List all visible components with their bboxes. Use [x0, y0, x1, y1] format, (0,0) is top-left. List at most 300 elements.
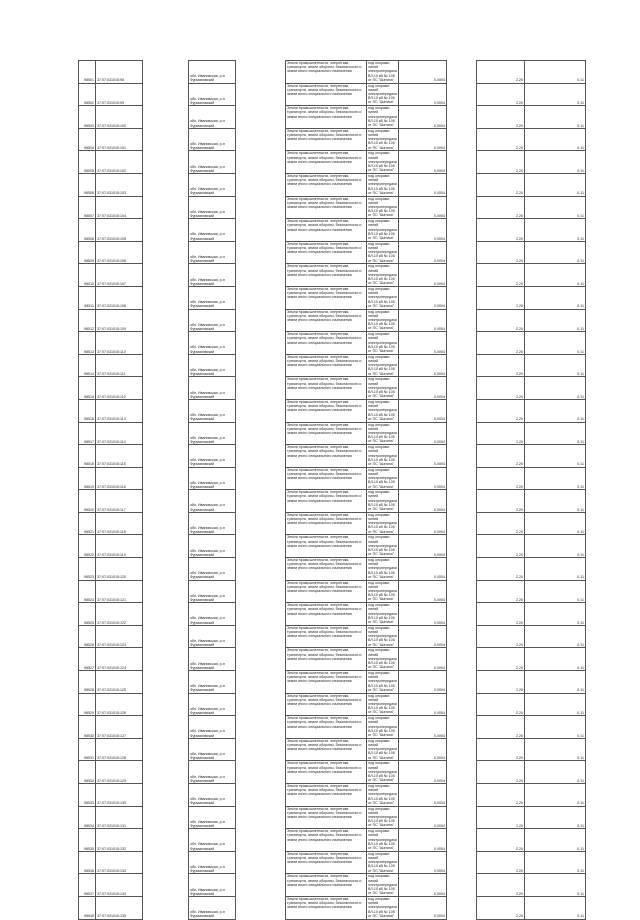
- gap-cell: [236, 874, 286, 897]
- gap-cell: [143, 558, 189, 581]
- gap-cell: [143, 784, 189, 807]
- gap-cell: [143, 580, 189, 603]
- table-row: [79, 535, 586, 558]
- rate-cell: 0,11: [525, 535, 586, 558]
- purpose-note-cell: под опорами линий электропередачи ВЛ-10 кВ № 105 от ПС "Шатиха": [368, 422, 397, 444]
- gap-cell: [447, 761, 477, 784]
- rate-cell: 0,11: [525, 806, 586, 829]
- purpose-note-cell: под опорами линий электропередачи ВЛ-10 кВ № 105 от ПС "Шатиха": [368, 219, 397, 240]
- gap-cell: [236, 309, 286, 332]
- purpose-note-cell: под опорами линий электропередачи ВЛ-10 кВ № 105 от ПС "Шатиха": [368, 535, 397, 557]
- gap-cell: [236, 738, 286, 761]
- address-cell: обл. Ивановская, р-н Фурмановский: [189, 264, 236, 287]
- purpose-note-cell: под опорами линий электропередачи ВЛ-10 кВ № 105 от ПС "Шатиха": [368, 286, 397, 308]
- address-cell: обл. Ивановская, р-н Фурмановский: [189, 761, 236, 784]
- address-cell: обл. Ивановская, р-н Фурмановский: [189, 377, 236, 400]
- area-cell: 0,0004: [399, 445, 447, 468]
- num-cell: 98509: [79, 241, 96, 264]
- gap-cell: [143, 693, 189, 716]
- cadastral-number-cell: 37:07:031015:130: [96, 784, 143, 807]
- area-cell: 0,0004: [399, 558, 447, 581]
- value-cell: 2,20: [477, 173, 525, 196]
- land-use-cell: Земли промышленности, энергетики, транспорта, земли обороны, безопасности и земли иного специального назначения: [286, 896, 367, 919]
- area-cell: 0,0004: [399, 535, 447, 558]
- cadastral-number-cell: 37:07:031015:107: [96, 264, 143, 287]
- gap-cell: [236, 106, 286, 129]
- purpose-note-cell: под опорами линий электропередачи ВЛ-10 кВ № 105 от ПС "Шатиха": [368, 784, 397, 805]
- rate-cell: 0,11: [525, 761, 586, 784]
- land-use-cell: Земли промышленности, энергетики, транспорта, земли обороны, безопасности и земли иного специального назначения: [286, 309, 367, 332]
- gap-cell: [143, 806, 189, 829]
- land-use-cell: Земли промышленности, энергетики, транспорта, земли обороны, безопасности и земли иного специального назначения: [286, 558, 367, 581]
- address-cell: обл. Ивановская, р-н Фурмановский: [189, 874, 236, 897]
- address-cell: обл. Ивановская, р-н Фурмановский: [189, 806, 236, 829]
- gap-cell: [236, 332, 286, 355]
- gap-cell: [447, 445, 477, 468]
- land-use-cell: Земли промышленности, энергетики, транспорта, земли обороны, безопасности и земли иного специального назначения: [286, 648, 367, 671]
- land-use-cell: Земли промышленности, энергетики, транспорта, земли обороны, безопасности и земли иного специального назначения: [286, 445, 367, 468]
- gap-cell: [143, 286, 189, 309]
- land-use-cell: Земли промышленности, энергетики, транспорта, земли обороны, безопасности и земли иного специального назначения: [286, 851, 367, 874]
- area-cell: 0,0004: [399, 399, 447, 422]
- land-use-cell: Земли промышленности, энергетики, транспорта, земли обороны, безопасности и земли иного специального назначения: [286, 173, 367, 196]
- gap-cell: [447, 671, 477, 694]
- value-cell: 2,20: [477, 896, 525, 919]
- rate-cell: 0,11: [525, 286, 586, 309]
- rate-cell: 0,11: [525, 83, 586, 106]
- gap-cell: [447, 151, 477, 174]
- area-cell: 0,0004: [399, 354, 447, 377]
- gap-cell: [236, 151, 286, 174]
- rate-cell: 0,11: [525, 693, 586, 716]
- purpose-note-cell: под опорами линий электропередачи ВЛ-10 кВ № 105 от ПС "Шатиха": [368, 625, 397, 647]
- rate-cell: 0,11: [525, 445, 586, 468]
- num-cell: 98521: [79, 512, 96, 535]
- value-cell: 2,20: [477, 286, 525, 309]
- gap-cell: [143, 61, 189, 84]
- address-cell: обл. Ивановская, р-н Фурмановский: [189, 648, 236, 671]
- rate-cell: 0,11: [525, 558, 586, 581]
- gap-cell: [143, 173, 189, 196]
- value-cell: 2,20: [477, 354, 525, 377]
- gap-cell: [143, 625, 189, 648]
- address-cell: обл. Ивановская, р-н Фурмановский: [189, 286, 236, 309]
- gap-cell: [236, 671, 286, 694]
- area-cell: 0,0004: [399, 784, 447, 807]
- gap-cell: [236, 264, 286, 287]
- address-cell: обл. Ивановская, р-н Фурмановский: [189, 219, 236, 242]
- area-cell: 0,0004: [399, 671, 447, 694]
- area-cell: 0,0004: [399, 241, 447, 264]
- address-cell: обл. Ивановская, р-н Фурмановский: [189, 896, 236, 919]
- gap-cell: [236, 851, 286, 874]
- gap-cell: [447, 625, 477, 648]
- address-cell: обл. Ивановская, р-н Фурмановский: [189, 151, 236, 174]
- gap-cell: [447, 422, 477, 445]
- gap-cell: [447, 829, 477, 852]
- cadastral-number-cell: 37:07:031015:109: [96, 309, 143, 332]
- gap-cell: [236, 128, 286, 151]
- purpose-note-cell: под опорами линий электропередачи ВЛ-10 кВ № 105 от ПС "Шатиха": [368, 558, 397, 579]
- gap-cell: [447, 128, 477, 151]
- value-cell: 2,20: [477, 83, 525, 106]
- num-cell: 98502: [79, 83, 96, 106]
- table-row: [79, 309, 586, 332]
- table-row: [79, 693, 586, 716]
- land-use-cell: Земли промышленности, энергетики, транспорта, земли обороны, безопасности и земли иного специального назначения: [286, 264, 367, 287]
- rate-cell: 0,11: [525, 467, 586, 490]
- land-use-cell: Земли промышленности, энергетики, транспорта, земли обороны, безопасности и земли иного специального назначения: [286, 580, 367, 603]
- land-use-cell: Земли промышленности, энергетики, транспорта, земли обороны, безопасности и земли иного специального назначения: [286, 219, 367, 242]
- gap-cell: [447, 693, 477, 716]
- num-cell: 98525: [79, 603, 96, 626]
- area-cell: 0,0004: [399, 196, 447, 219]
- value-cell: 2,20: [477, 580, 525, 603]
- purpose-note-cell: под опорами линий электропередачи ВЛ-10 кВ № 105 от ПС "Шатиха": [368, 603, 397, 625]
- value-cell: 2,20: [477, 445, 525, 468]
- purpose-note-cell: под опорами линий электропередачи ВЛ-10 кВ № 105 от ПС "Шатиха": [368, 377, 397, 399]
- gap-cell: [143, 490, 189, 513]
- gap-cell: [447, 286, 477, 309]
- cadastral-number-cell: 37:07:031015:132: [96, 829, 143, 852]
- purpose-note-cell: под опорами линий электропередачи ВЛ-10 кВ № 105 от ПС "Шатиха": [368, 309, 397, 331]
- table-row: [79, 241, 586, 264]
- num-cell: 98513: [79, 332, 96, 355]
- gap-cell: [447, 874, 477, 897]
- area-cell: 0,0004: [399, 219, 447, 242]
- area-cell: 0,0004: [399, 738, 447, 761]
- rate-cell: 0,11: [525, 580, 586, 603]
- land-use-cell: Земли промышленности, энергетики, транспорта, земли обороны, безопасности и земли иного специального назначения: [286, 490, 367, 513]
- value-cell: 2,20: [477, 851, 525, 874]
- num-cell: 98506: [79, 173, 96, 196]
- purpose-note-cell: под опорами линий электропередачи ВЛ-10 кВ № 105 от ПС "Шатиха": [368, 580, 397, 602]
- num-cell: 98507: [79, 196, 96, 219]
- num-cell: 98505: [79, 151, 96, 174]
- area-cell: 0,0004: [399, 580, 447, 603]
- gap-cell: [236, 467, 286, 490]
- rate-cell: 0,11: [525, 738, 586, 761]
- value-cell: 2,20: [477, 467, 525, 490]
- table-row: [79, 716, 586, 739]
- address-cell: обл. Ивановская, р-н Фурмановский: [189, 693, 236, 716]
- gap-cell: [447, 173, 477, 196]
- table-row: [79, 738, 586, 761]
- table-row: [79, 512, 586, 535]
- value-cell: 2,20: [477, 693, 525, 716]
- purpose-note-cell: под опорами линий электропередачи ВЛ-10 кВ № 105 от ПС "Шатиха": [368, 648, 397, 670]
- rate-cell: 0,11: [525, 874, 586, 897]
- purpose-note-cell: под опорами линий электропередачи ВЛ-10 кВ № 105 от ПС "Шатиха": [368, 490, 397, 512]
- num-cell: 98504: [79, 128, 96, 151]
- rate-cell: 0,11: [525, 61, 586, 84]
- cadastral-number-cell: 37:07:031015:121: [96, 580, 143, 603]
- land-use-cell: Земли промышленности, энергетики, транспорта, земли обороны, безопасности и земли иного специального назначения: [286, 332, 367, 355]
- num-cell: 98523: [79, 558, 96, 581]
- cadastral-number-cell: 37:07:031015:116: [96, 467, 143, 490]
- table-row: [79, 625, 586, 648]
- num-cell: 98508: [79, 219, 96, 242]
- gap-cell: [143, 738, 189, 761]
- table-row: [79, 151, 586, 174]
- address-cell: обл. Ивановская, р-н Фурмановский: [189, 784, 236, 807]
- rate-cell: 0,11: [525, 219, 586, 242]
- value-cell: 2,20: [477, 106, 525, 129]
- cadastral-number-cell: 37:07:031015:127: [96, 716, 143, 739]
- value-cell: 2,20: [477, 535, 525, 558]
- table-row: [79, 648, 586, 671]
- area-cell: 0,0004: [399, 829, 447, 852]
- purpose-note-cell: под опорами линий электропередачи ВЛ-10 кВ № 105 от ПС "Шатиха": [368, 445, 397, 466]
- land-use-cell: Земли промышленности, энергетики, транспорта, земли обороны, безопасности и земли иного специального назначения: [286, 61, 367, 84]
- land-use-cell: Земли промышленности, энергетики, транспорта, земли обороны, безопасности и земли иного специального назначения: [286, 535, 367, 558]
- gap-cell: [236, 196, 286, 219]
- rate-cell: 0,11: [525, 332, 586, 355]
- cadastral-number-cell: 37:07:031015:104: [96, 196, 143, 219]
- address-cell: обл. Ивановская, р-н Фурмановский: [189, 106, 236, 129]
- purpose-note-cell: под опорами линий электропередачи ВЛ-10 кВ № 105 от ПС "Шатиха": [368, 399, 397, 421]
- address-cell: обл. Ивановская, р-н Фурмановский: [189, 671, 236, 694]
- cadastral-number-cell: 37:07:031015:108: [96, 286, 143, 309]
- land-use-cell: Земли промышленности, энергетики, транспорта, земли обороны, безопасности и земли иного специального назначения: [286, 354, 367, 377]
- area-cell: 0,0004: [399, 151, 447, 174]
- land-use-cell: Земли промышленности, энергетики, транспорта, земли обороны, безопасности и земли иного специального назначения: [286, 241, 367, 264]
- cadastral-number-cell: 37:07:031015:122: [96, 603, 143, 626]
- purpose-note-cell: под опорами линий электропередачи ВЛ-10 кВ № 105 от ПС "Шатиха": [368, 241, 397, 263]
- area-cell: 0,0004: [399, 512, 447, 535]
- area-cell: 0,0004: [399, 874, 447, 897]
- land-use-cell: Земли промышленности, энергетики, транспорта, земли обороны, безопасности и земли иного специального назначения: [286, 377, 367, 400]
- gap-cell: [236, 693, 286, 716]
- purpose-note-cell: под опорами линий электропередачи ВЛ-10 кВ № 105 от ПС "Шатиха": [368, 716, 397, 738]
- gap-cell: [447, 241, 477, 264]
- cadastral-number-cell: 37:07:031015:111: [96, 354, 143, 377]
- area-cell: 0,0004: [399, 467, 447, 490]
- table-row: [79, 806, 586, 829]
- rate-cell: 0,11: [525, 490, 586, 513]
- rate-cell: 0,11: [525, 309, 586, 332]
- land-use-cell: Земли промышленности, энергетики, транспорта, земли обороны, безопасности и земли иного специального назначения: [286, 83, 367, 106]
- area-cell: 0,0004: [399, 128, 447, 151]
- area-cell: 0,0004: [399, 422, 447, 445]
- cadastral-number-cell: 37:07:031015:126: [96, 693, 143, 716]
- value-cell: 2,20: [477, 874, 525, 897]
- gap-cell: [143, 445, 189, 468]
- rate-cell: 0,11: [525, 241, 586, 264]
- purpose-note-cell: под опорами линий электропередачи ВЛ-10 кВ № 105 от ПС "Шатиха": [368, 829, 397, 850]
- cadastral-number-cell: 37:07:031015:135: [96, 896, 143, 919]
- gap-cell: [143, 671, 189, 694]
- address-cell: обл. Ивановская, р-н Фурмановский: [189, 558, 236, 581]
- gap-cell: [447, 738, 477, 761]
- address-cell: обл. Ивановская, р-н Фурмановский: [189, 83, 236, 106]
- purpose-note-cell: под опорами линий электропередачи ВЛ-10 кВ № 105 от ПС "Шатиха": [368, 151, 397, 173]
- purpose-note-cell: под опорами линий электропередачи ВЛ-10 кВ № 105 от ПС "Шатиха": [368, 467, 397, 489]
- value-cell: 2,20: [477, 264, 525, 287]
- area-cell: 0,0004: [399, 61, 447, 84]
- table-row: [79, 61, 586, 84]
- cadastral-number-cell: 37:07:031015:99: [96, 83, 143, 106]
- rate-cell: 0,11: [525, 896, 586, 919]
- value-cell: 2,20: [477, 490, 525, 513]
- purpose-note-cell: под опорами линий электропередачи ВЛ-10 кВ № 105 от ПС "Шатиха": [368, 61, 397, 82]
- area-cell: 0,0004: [399, 173, 447, 196]
- num-cell: 98514: [79, 354, 96, 377]
- area-cell: 0,0004: [399, 896, 447, 919]
- cadastral-number-cell: 37:07:031015:117: [96, 490, 143, 513]
- gap-cell: [447, 354, 477, 377]
- land-use-cell: Земли промышленности, энергетики, транспорта, земли обороны, безопасности и земли иного специального назначения: [286, 286, 367, 309]
- rate-cell: 0,11: [525, 512, 586, 535]
- gap-cell: [236, 61, 286, 84]
- address-cell: обл. Ивановская, р-н Фурмановский: [189, 422, 236, 445]
- value-cell: 2,20: [477, 625, 525, 648]
- gap-cell: [236, 716, 286, 739]
- table-row: [79, 354, 586, 377]
- value-cell: 2,20: [477, 716, 525, 739]
- cadastral-number-cell: 37:07:031015:100: [96, 106, 143, 129]
- num-cell: 98535: [79, 829, 96, 852]
- table-row: [79, 851, 586, 874]
- num-cell: 98534: [79, 806, 96, 829]
- table-row: [79, 196, 586, 219]
- value-cell: 2,20: [477, 219, 525, 242]
- rate-cell: 0,11: [525, 784, 586, 807]
- rate-cell: 0,11: [525, 377, 586, 400]
- num-cell: 98538: [79, 896, 96, 919]
- gap-cell: [447, 603, 477, 626]
- cadastral-number-cell: 37:07:031015:120: [96, 558, 143, 581]
- value-cell: 2,20: [477, 512, 525, 535]
- value-cell: 2,20: [477, 558, 525, 581]
- rate-cell: 0,11: [525, 354, 586, 377]
- cadastral-number-cell: 37:07:031015:128: [96, 738, 143, 761]
- purpose-note-cell: под опорами линий электропередачи ВЛ-10 кВ № 105 от ПС "Шатиха": [368, 874, 397, 896]
- gap-cell: [447, 784, 477, 807]
- gap-cell: [143, 512, 189, 535]
- gap-cell: [236, 648, 286, 671]
- table-row: [79, 829, 586, 852]
- table-row: [79, 219, 586, 242]
- gap-cell: [236, 219, 286, 242]
- gap-cell: [143, 648, 189, 671]
- land-use-cell: Земли промышленности, энергетики, транспорта, земли обороны, безопасности и земли иного специального назначения: [286, 738, 367, 761]
- purpose-note-cell: под опорами линий электропередачи ВЛ-10 кВ № 105 от ПС "Шатиха": [368, 761, 397, 783]
- area-cell: 0,0004: [399, 761, 447, 784]
- value-cell: 2,20: [477, 761, 525, 784]
- cadastral-number-cell: 37:07:031015:119: [96, 535, 143, 558]
- gap-cell: [236, 896, 286, 919]
- area-cell: 0,0004: [399, 625, 447, 648]
- value-cell: 2,20: [477, 309, 525, 332]
- gap-cell: [447, 264, 477, 287]
- gap-cell: [236, 445, 286, 468]
- gap-cell: [143, 399, 189, 422]
- gap-cell: [143, 196, 189, 219]
- num-cell: 98510: [79, 264, 96, 287]
- num-cell: 98520: [79, 490, 96, 513]
- gap-cell: [447, 61, 477, 84]
- num-cell: 98511: [79, 286, 96, 309]
- gap-cell: [143, 716, 189, 739]
- num-cell: 98522: [79, 535, 96, 558]
- value-cell: 2,20: [477, 671, 525, 694]
- gap-cell: [236, 354, 286, 377]
- gap-cell: [236, 399, 286, 422]
- land-use-cell: Земли промышленности, энергетики, транспорта, земли обороны, безопасности и земли иного специального назначения: [286, 874, 367, 897]
- gap-cell: [143, 309, 189, 332]
- gap-cell: [447, 106, 477, 129]
- address-cell: обл. Ивановская, р-н Фурмановский: [189, 625, 236, 648]
- table-row: [79, 286, 586, 309]
- purpose-note-cell: под опорами линий электропередачи ВЛ-10 кВ № 105 от ПС "Шатиха": [368, 196, 397, 218]
- address-cell: обл. Ивановская, р-н Фурмановский: [189, 173, 236, 196]
- address-cell: обл. Ивановская, р-н Фурмановский: [189, 241, 236, 264]
- land-use-cell: Земли промышленности, энергетики, транспорта, земли обороны, безопасности и земли иного специального назначения: [286, 671, 367, 694]
- address-cell: обл. Ивановская, р-н Фурмановский: [189, 399, 236, 422]
- gap-cell: [447, 535, 477, 558]
- rate-cell: 0,11: [525, 399, 586, 422]
- table-row: [79, 671, 586, 694]
- value-cell: 2,20: [477, 128, 525, 151]
- gap-cell: [143, 354, 189, 377]
- rate-cell: 0,11: [525, 671, 586, 694]
- num-cell: 98537: [79, 874, 96, 897]
- num-cell: 98532: [79, 761, 96, 784]
- value-cell: 2,20: [477, 241, 525, 264]
- gap-cell: [236, 83, 286, 106]
- area-cell: 0,0004: [399, 603, 447, 626]
- num-cell: 98512: [79, 309, 96, 332]
- gap-cell: [236, 558, 286, 581]
- gap-cell: [143, 151, 189, 174]
- gap-cell: [236, 580, 286, 603]
- num-cell: 98530: [79, 716, 96, 739]
- gap-cell: [143, 332, 189, 355]
- address-cell: обл. Ивановская, р-н Фурмановский: [189, 829, 236, 852]
- area-cell: 0,0004: [399, 286, 447, 309]
- land-use-cell: Земли промышленности, энергетики, транспорта, земли обороны, безопасности и земли иного специального назначения: [286, 716, 367, 739]
- table-row: [79, 264, 586, 287]
- value-cell: 2,20: [477, 332, 525, 355]
- address-cell: обл. Ивановская, р-н Фурмановский: [189, 716, 236, 739]
- num-cell: 98518: [79, 445, 96, 468]
- table-row: [79, 399, 586, 422]
- cadastral-number-cell: 37:07:031015:131: [96, 806, 143, 829]
- table-row: [79, 128, 586, 151]
- address-cell: обл. Ивановская, р-н Фурмановский: [189, 332, 236, 355]
- area-cell: 0,0004: [399, 377, 447, 400]
- rate-cell: 0,11: [525, 716, 586, 739]
- gap-cell: [236, 829, 286, 852]
- purpose-note-cell: под опорами линий электропередачи ВЛ-10 кВ № 105 от ПС "Шатиха": [368, 671, 397, 692]
- gap-cell: [447, 558, 477, 581]
- gap-cell: [236, 784, 286, 807]
- value-cell: 2,20: [477, 648, 525, 671]
- table-row: [79, 874, 586, 897]
- gap-cell: [447, 309, 477, 332]
- gap-cell: [143, 128, 189, 151]
- address-cell: обл. Ивановская, р-н Фурмановский: [189, 128, 236, 151]
- area-cell: 0,0004: [399, 648, 447, 671]
- address-cell: обл. Ивановская, р-н Фурмановский: [189, 512, 236, 535]
- gap-cell: [447, 490, 477, 513]
- area-cell: 0,0004: [399, 851, 447, 874]
- gap-cell: [143, 603, 189, 626]
- value-cell: 2,20: [477, 738, 525, 761]
- table-row: [79, 83, 586, 106]
- cadastral-number-cell: 37:07:031015:129: [96, 761, 143, 784]
